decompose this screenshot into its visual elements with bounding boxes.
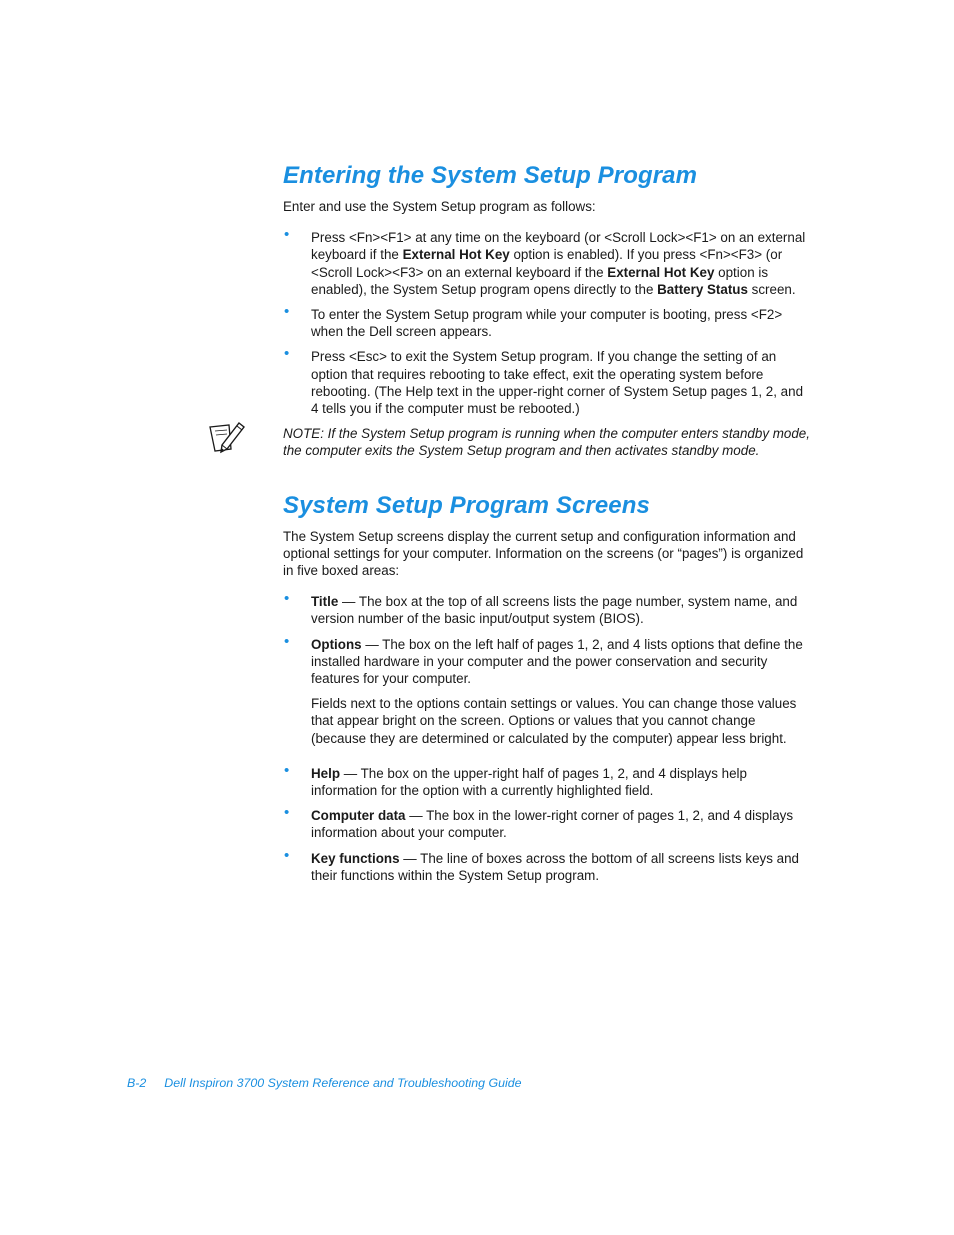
list-item — [283, 632, 813, 747]
list-item — [283, 761, 813, 799]
note-pencil-icon — [207, 419, 247, 457]
bullet-icon: • — [284, 804, 290, 822]
bullet-extra-paragraph: Fields next to the options contain settings or values. You can change those values that appear bright on the screen. Options or values that you cannot change (because they are determined or calculated by the computer) appear less bright. — [311, 696, 797, 746]
bold-term: Computer data — [311, 808, 406, 824]
note-block — [283, 425, 813, 459]
bold-term: Options — [311, 636, 362, 652]
page-content — [283, 160, 813, 892]
bold-term: External Hot Key — [607, 264, 715, 280]
page-number: B-2 — [127, 1076, 147, 1090]
list-item — [283, 345, 813, 417]
list-item — [283, 590, 813, 627]
page-footer — [127, 1075, 522, 1092]
bullet-text: To enter the System Setup program while your computer is booting, press <F2> when the Dell screen appears. — [311, 307, 783, 340]
list-item — [283, 804, 813, 841]
bold-term: Key functions — [311, 850, 400, 866]
bullet-icon: • — [284, 226, 290, 244]
bullet-icon: • — [284, 590, 290, 608]
bold-term: Title — [311, 594, 339, 610]
bold-term: Help — [311, 765, 341, 781]
list-item — [283, 303, 813, 340]
section-intro: Enter and use the System Setup program as follows: — [283, 199, 596, 214]
bullet-icon: • — [284, 632, 290, 650]
bold-term: External Hot Key — [402, 247, 510, 263]
bullet-icon: • — [284, 761, 290, 779]
list-item — [283, 846, 813, 884]
bullet-list — [283, 226, 813, 417]
bullet-list — [283, 590, 813, 884]
bullet-icon: • — [284, 846, 290, 864]
bullet-text: — The box at the top of all screens lists the page number, system name, and version number of the basic input/output system (BIOS). — [311, 594, 798, 627]
note-text: NOTE: If the System Setup program is running when the computer enters standby mode, the computer exits the System Setup program and then activates standby mode. — [283, 426, 810, 459]
bullet-text: Press <Fn><F1> at any time on the keyboard (or <Scroll Lock><F1> on an external keyboard if the — [311, 230, 806, 263]
footer-title: Dell Inspiron 3700 System Reference and Troubleshooting Guide — [164, 1076, 522, 1090]
bold-term: Battery Status — [657, 281, 748, 297]
bullet-text: — The box on the upper-right half of pages 1, 2, and 4 displays help information for the option with a currently highlighted field. — [311, 765, 747, 799]
bullet-icon: • — [284, 345, 290, 363]
section-intro: The System Setup screens display the current setup and configuration information and optional settings for your computer. Information on the screens (or “pages”) is organized in five boxed areas: — [283, 528, 804, 579]
bullet-text: — The box on the left half of pages 1, 2, and 4 lists options that define the installed hardware in your computer and the power conservation and security features for your computer. — [311, 636, 803, 687]
bullet-text: option is enabled), the System Setup program opens directly to the — [311, 264, 769, 297]
section-heading-entering: Entering the System Setup Program — [283, 162, 698, 189]
bullet-text: — The line of boxes across the bottom of all screens lists keys and their functions within the System Setup program. — [311, 850, 799, 883]
bullet-text: Press <Esc> to exit the System Setup program. If you change the setting of an option that requires rebooting to take effect, exit the operating system before rebooting. (The Help text in the upper-right corner of System Setup pages 1, 2, and 4 tells you if the computer must be rebooted.) — [311, 349, 804, 417]
bullet-text: — The box in the lower-right corner of pages 1, 2, and 4 displays information about your computer. — [311, 808, 794, 841]
section-heading-screens: System Setup Program Screens — [283, 491, 650, 519]
bullet-icon: • — [284, 303, 290, 321]
bullet-text: option is enabled). If you press <Fn><F3> (or <Scroll Lock><F3> on an external keyboard if the — [311, 247, 783, 280]
bullet-text: screen. — [747, 281, 796, 297]
list-item — [283, 226, 813, 298]
